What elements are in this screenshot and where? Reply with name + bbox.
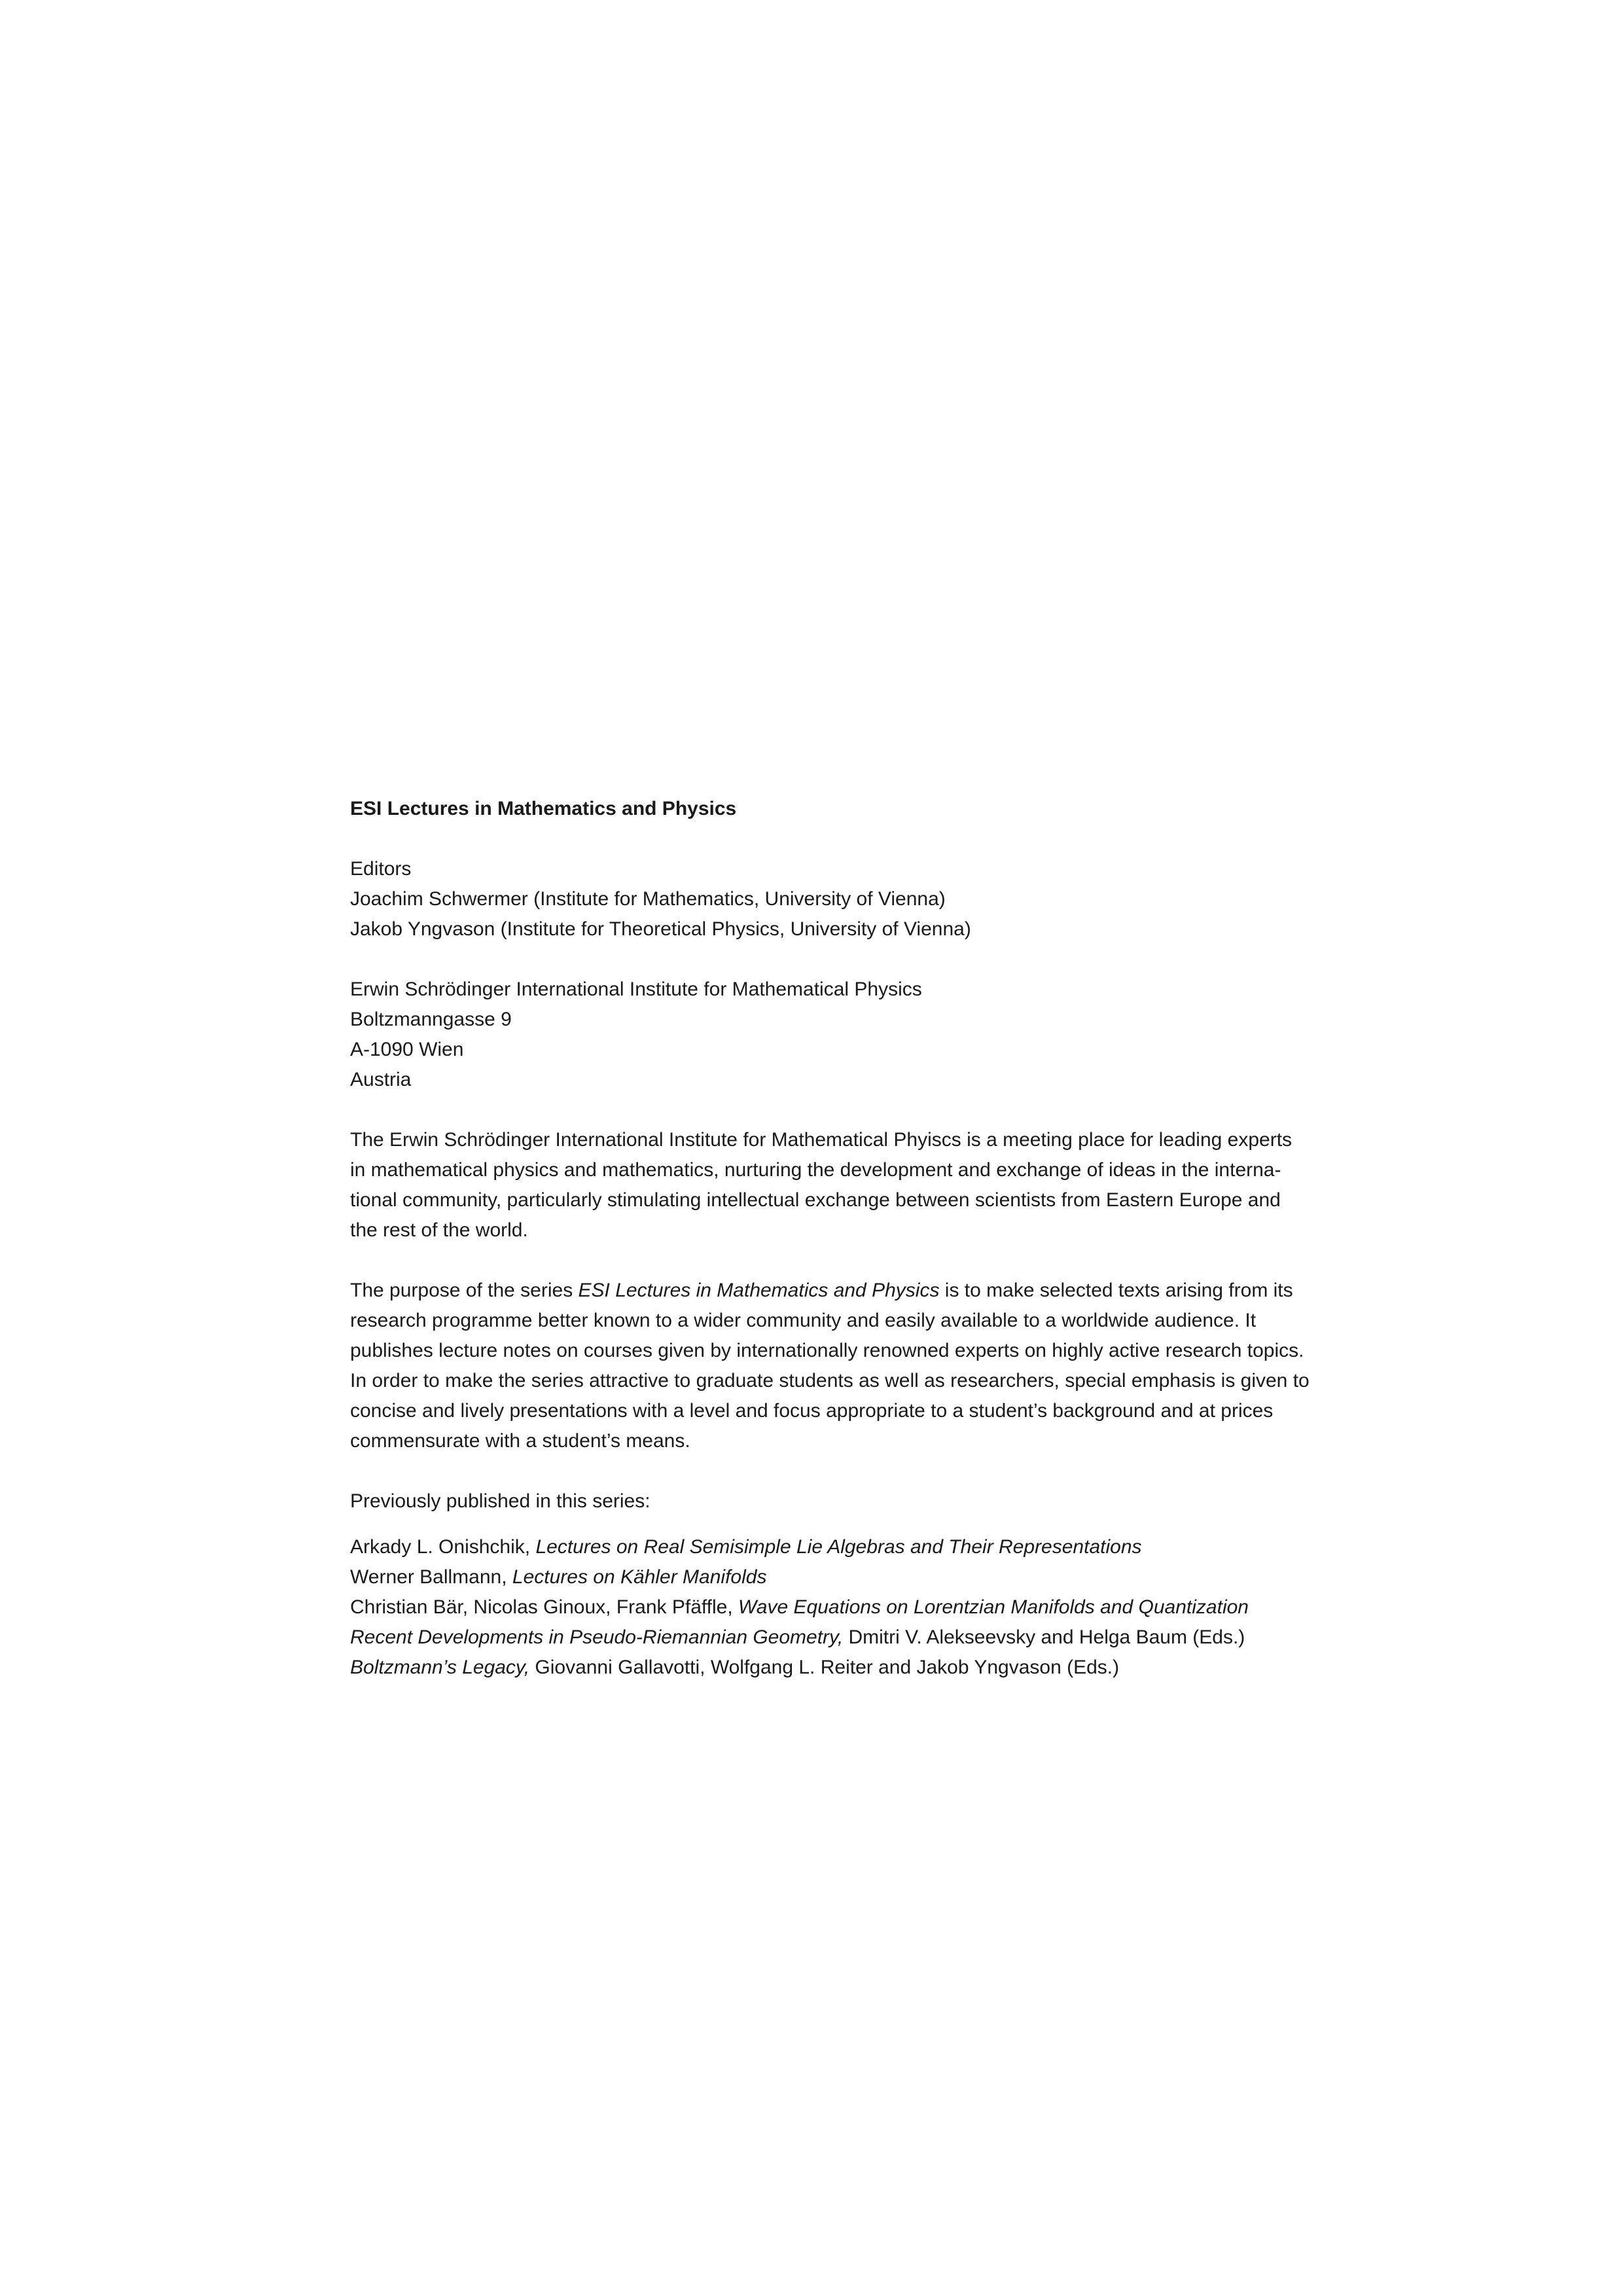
book-entry: Recent Developments in Pseudo-Riemannian Geometry, Dmitri V. Alekseevsky and Helga Baum (Eds.)	[350, 1626, 1245, 1648]
purpose-line: concise and lively presentations with a level and focus appropriate to a student’s background and at prices	[350, 1400, 1274, 1422]
institute-description	[350, 1125, 1315, 1246]
series-title-italic: ESI Lectures in Mathematics and Physics	[578, 1280, 940, 1301]
description-line: in mathematical physics and mathematics, nurturing the development and exchange of ideas in the interna-	[350, 1159, 1281, 1181]
previously-published-heading: Previously published in this series:	[350, 1490, 651, 1512]
book-entry: Boltzmann’s Legacy, Giovanni Gallavotti, Wolfgang L. Reiter and Jakob Yngvason (Eds.)	[350, 1657, 1120, 1678]
description-line: the rest of the world.	[350, 1219, 528, 1241]
description-line: tional community, particularly stimulating intellectual exchange between scientists from Eastern Europe and	[350, 1189, 1281, 1211]
purpose-line: research programme better known to a wider community and easily available to a worldwide audience. It	[350, 1310, 1257, 1331]
editor-name: Jakob Yngvason (Institute for Theoretical Physics, University of Vienna)	[350, 918, 971, 940]
series-purpose	[350, 1276, 1315, 1456]
editors-block	[350, 854, 1315, 944]
address-line: Boltzmanngasse 9	[350, 1009, 512, 1030]
book-entry: Christian Bär, Nicolas Ginoux, Frank Pfäffle, Wave Equations on Lorentzian Manifolds and Quantization	[350, 1596, 1249, 1618]
editors-heading: Editors	[350, 858, 412, 880]
book-entry: Arkady L. Onishchik, Lectures on Real Semisimple Lie Algebras and Their Representations	[350, 1536, 1142, 1558]
series-title: ESI Lectures in Mathematics and Physics	[350, 798, 737, 819]
address-line: Erwin Schrödinger International Institute for Mathematical Physics	[350, 978, 922, 1000]
description-line: The Erwin Schrödinger International Institute for Mathematical Phyiscs is a meeting place for leading experts	[350, 1129, 1293, 1151]
editor-name: Joachim Schwermer (Institute for Mathematics, University of Vienna)	[350, 888, 946, 910]
purpose-line: publishes lecture notes on courses given by internationally renowned experts on highly active research topics.	[350, 1340, 1304, 1361]
address-block	[350, 975, 1315, 1095]
published-books-list	[350, 1532, 1315, 1683]
purpose-line: commensurate with a student’s means.	[350, 1430, 690, 1452]
address-line: A-1090 Wien	[350, 1039, 464, 1060]
book-entry: Werner Ballmann, Lectures on Kähler Manifolds	[350, 1566, 767, 1588]
address-line: Austria	[350, 1069, 412, 1090]
purpose-line: In order to make the series attractive to graduate students as well as researchers, special emphasis is given to	[350, 1370, 1310, 1391]
page-content	[350, 794, 1315, 1683]
purpose-line: The purpose of the series ESI Lectures in Mathematics and Physics is to make selected texts arising from its	[350, 1280, 1293, 1301]
